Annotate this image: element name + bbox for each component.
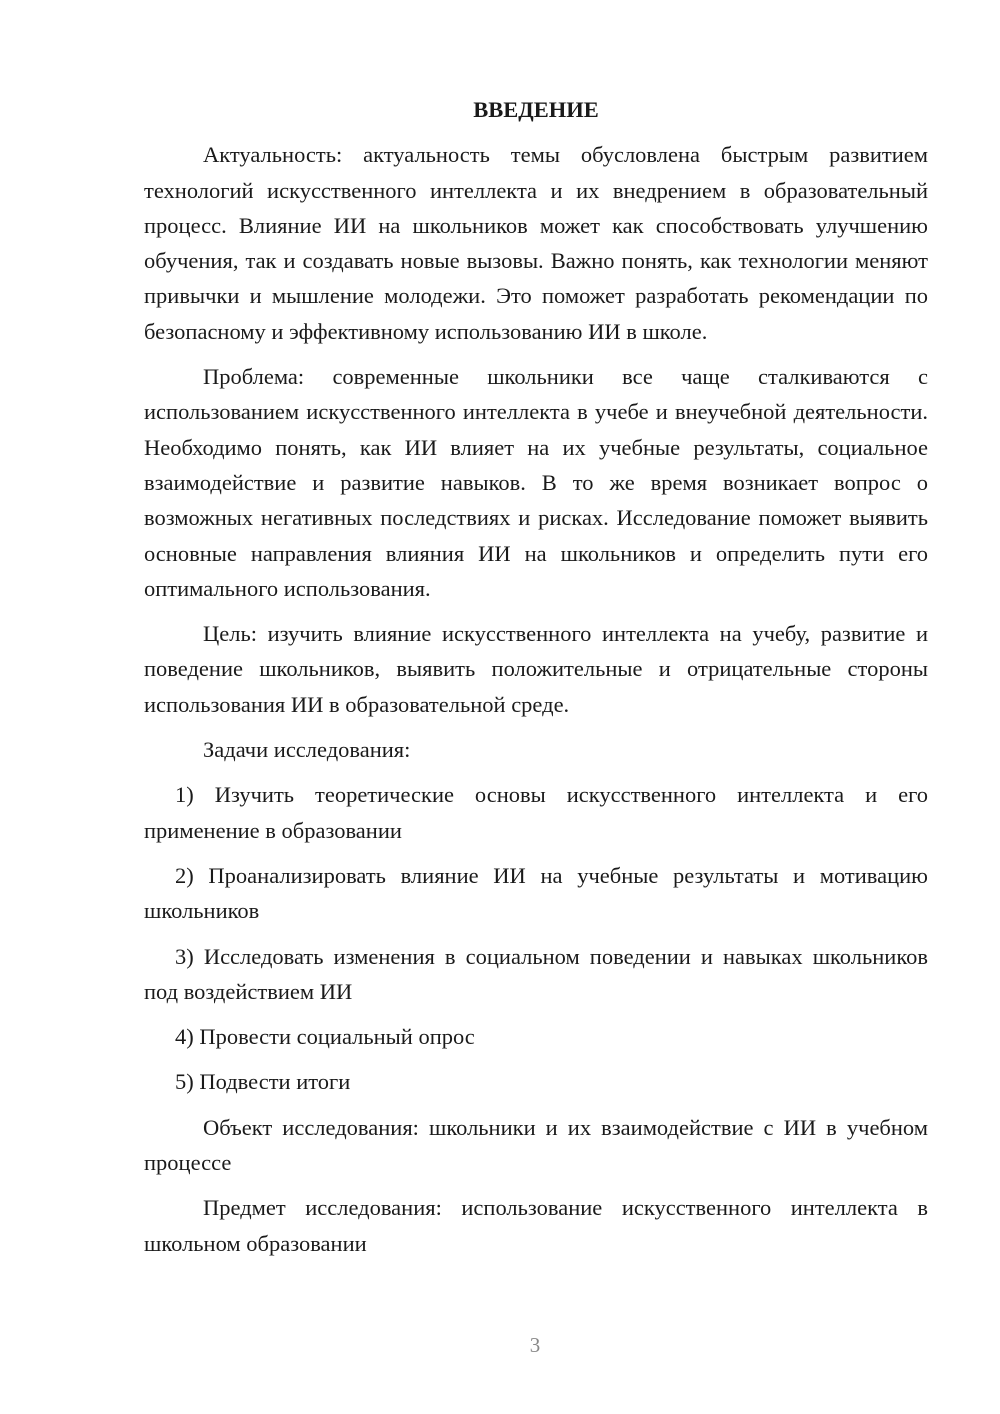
task-item: 1) Изучить теоретические основы искусственного интеллекта и его применение в образовании: [144, 782, 928, 843]
object-paragraph: Объект исследования: школьники и их взаимодействие с ИИ в учебном процессе: [144, 1114, 928, 1176]
task-item: 5) Подвести итоги: [175, 1069, 351, 1095]
tasks-heading: Задачи исследования:: [203, 737, 411, 763]
task-item: 3) Исследовать изменения в социальном поведении и навыках школьников под воздействием ИИ: [144, 943, 928, 1004]
relevance-paragraph: Актуальность: актуальность темы обусловлена быстрым развитием технологий искусственного интеллекта и их внедрением в образовательный процесс. Влияние ИИ на школьников может как способствовать улучшению обучения, так и создавать новые вызовы. Важно понять, как технологии меняют привычки и мышление молодежи. Это поможет разработать рекомендации по безопасному и эффективному использованию ИИ в школе.: [144, 142, 928, 344]
task-item: 2) Проанализировать влияние ИИ на учебные результаты и мотивацию школьников: [144, 862, 928, 924]
goal-paragraph: Цель: изучить влияние искусственного интеллекта на учебу, развитие и поведение школьников, выявить положительные и отрицательные стороны использования ИИ в образовательной среде.: [144, 621, 928, 717]
subject-paragraph: Предмет исследования: использование искусственного интеллекта в школьном образовании: [144, 1195, 928, 1256]
page-number: 3: [529, 1333, 541, 1357]
problem-paragraph: Проблема: современные школьники все чаще сталкиваются с использованием искусственного интеллекта в учебе и внеучебной деятельности. Необходимо понять, как ИИ влияет на их учебные результаты, социальное взаимодействие и развитие навыков. В то же время возникает вопрос о возможных негативных последствиях и рисках. Исследование поможет выявить основные направления влияния ИИ на школьников и определить пути его оптимального использования.: [144, 364, 928, 601]
page-body: [144, 92, 928, 1271]
task-item: 4) Провести социальный опрос: [175, 1024, 475, 1050]
page-title: ВВЕДЕНИЕ: [473, 97, 599, 122]
